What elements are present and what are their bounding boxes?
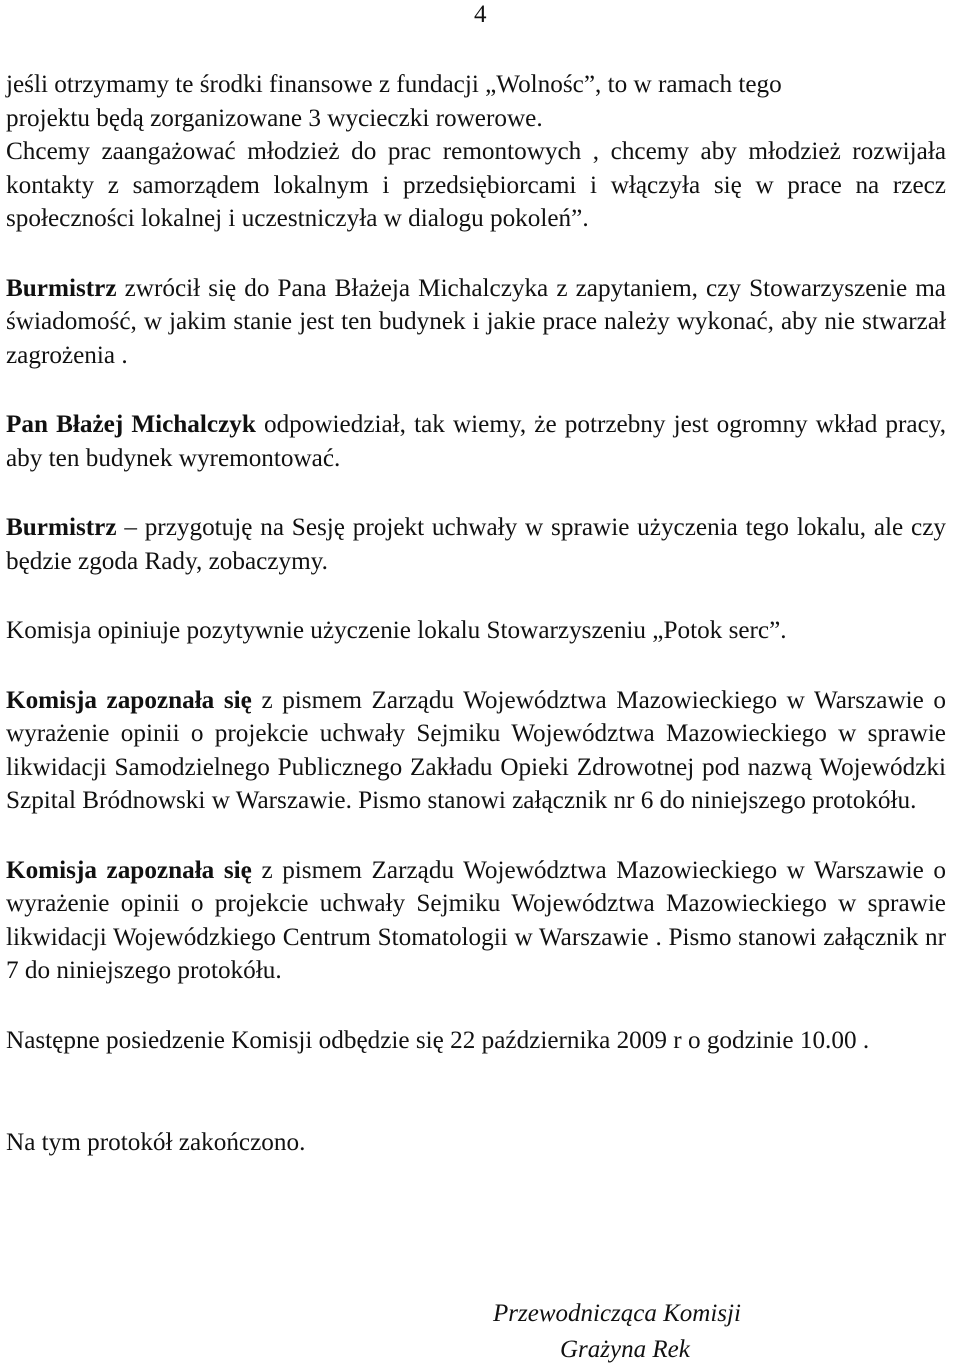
paragraph-letter-brodnowski [6,684,946,818]
paragraph-text: – przygotuję na Sesję projekt uchwały w sprawie użyczenia tego lokalu, ale czy będzie zgoda Rady, zobaczymy. [6,514,946,575]
speaker-name: Pan Błażej Michalczyk [6,411,256,438]
paragraph-text: odpowiedział, tak wiemy, że potrzebny jest ogromny wkład pracy, aby ten budynek wyremontować. [6,411,947,472]
paragraph-lead: Komisja zapoznała się [6,856,252,884]
paragraph-next-meeting: Następne posiedzenie Komisji odbędzie się 22 października 2009 r o godzinie 10.00 . [6,1026,870,1054]
signature-block [493,1296,741,1368]
speaker-name: Burmistrz [6,274,117,302]
paragraph-text: z pismem Zarządu Województwa Mazowieckiego w Warszawie o wyrażenie opinii o projekcie uchwały Sejmiku Województwa Mazowieckiego w sprawie likwidacji Wojewódzkiego Centrum Stomatologii w Warszawie . Pismo stanowi załącznik nr 7 do niniejszego protokółu. [6,856,946,984]
paragraph-mayor-question [6,272,946,373]
signature-title: Przewodnicząca Komisji [493,1300,741,1327]
document-body [6,68,946,1160]
paragraph-closing: Na tym protokół zakończono. [6,1129,306,1156]
speaker-name: Burmistrz [6,514,117,541]
paragraph-michalczyk-answer [6,408,946,475]
paragraph-commission-opinion: Komisja opiniuje pozytywnie użyczenie lokalu Stowarzyszeniu „Potok serc”. [6,617,787,644]
paragraph-line: projektu będą zorganizowane 3 wycieczki rowerowe. [6,104,543,132]
paragraph-funding-intro [6,68,946,135]
paragraph-text: z pismem Zarządu Województwa Mazowieckiego w Warszawie o wyrażenie opinii o projekcie uchwały Sejmiku Województwa Mazowieckiego w sprawie likwidacji Samodzielnego Publicznego Zakładu Opieki Zdrowotnej pod nazwą Wojewódzki Szpital Bródnowski w Warszawie. Pismo stanowi załącznik nr 6 do niniejszego protokółu. [6,686,946,814]
paragraph-lead: Komisja zapoznała się [6,686,252,714]
signature-name: Grażyna Rek [560,1336,690,1363]
paragraph-line: jeśli otrzymamy te środki finansowe z fundacji „Wolnośc”, to w ramach tego [6,71,782,98]
paragraph-letter-stomatology [6,854,946,988]
paragraph-text: zwrócił się do Pana Błażeja Michalczyka z zapytaniem, czy Stowarzyszenie ma świadomość, w jakim stanie jest ten budynek i jakie prace należy wykonać, aby nie stwarzał zagrożenia . [6,274,946,369]
paragraph-mayor-resolution [6,511,946,578]
page-number: 4 [474,1,487,28]
paragraph-youth-engagement: Chcemy zaangażować młodzież do prac remontowych , chcemy aby młodzież rozwijała kontakty z samorządem lokalnym i przedsiębiorcami i włączyła się w prace na rzecz społeczności lokalnej i uczestniczyła w dialogu pokoleń”. [6,138,946,232]
